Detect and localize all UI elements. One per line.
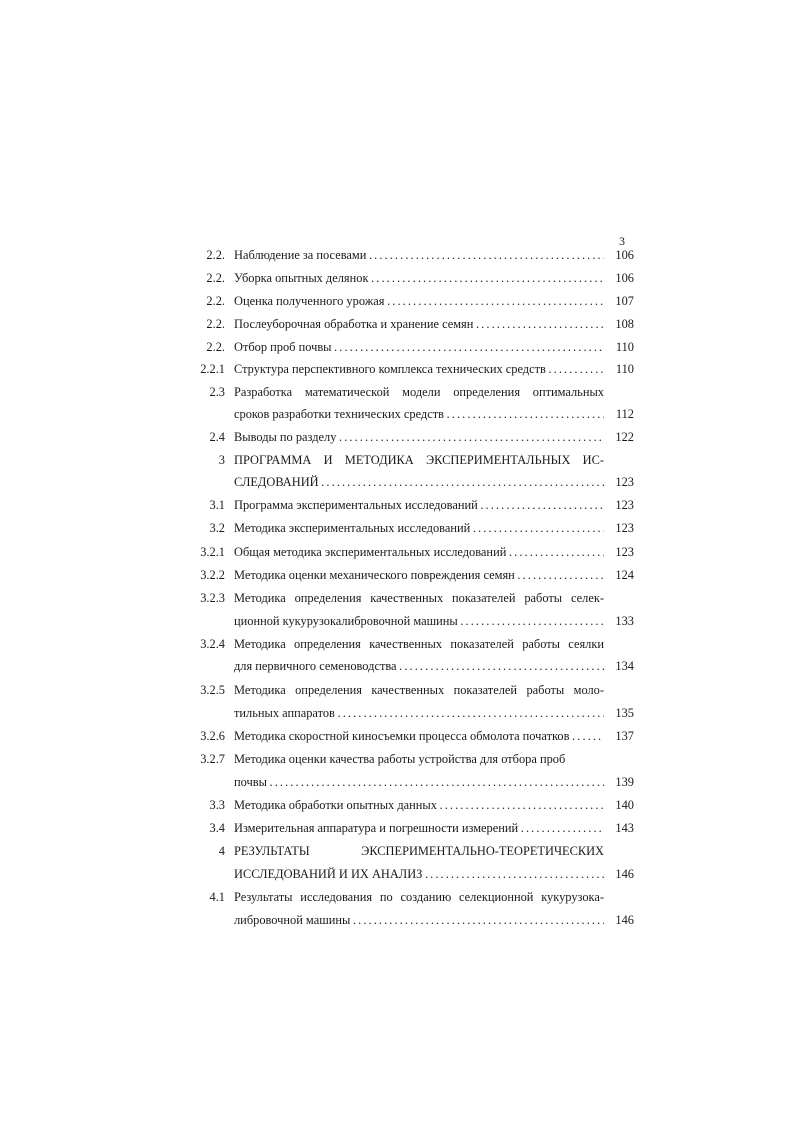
entry-page: 134: [615, 659, 634, 673]
entry-number: 4.1: [209, 890, 225, 904]
toc-entry: [0, 840, 795, 862]
entry-title: Методика скоростной киносъемки процесса обмолота початков . . .: [234, 725, 604, 747]
entry-number: 3.1: [209, 498, 225, 512]
entry-title-line2: ционной кукурузокалибровочной машины . . .: [234, 610, 604, 632]
entry-title: Программа экспериментальных исследований . . .: [234, 494, 604, 516]
toc-entry: [0, 244, 795, 266]
entry-title: Наблюдение за посевами . . .: [234, 244, 604, 266]
entry-page: 123: [615, 521, 634, 535]
entry-title-line1: Методика оценки качества работы устройства для отбора проб: [234, 752, 566, 766]
entry-title-line1: ПРОГРАММА И МЕТОДИКА ЭКСПЕРИМЕНТАЛЬНЫХ ИС-: [234, 453, 604, 467]
entry-page: 122: [615, 430, 634, 444]
entry-page: 106: [615, 271, 634, 285]
entry-title: Методика оценки механического повреждения семян . . .: [234, 564, 604, 586]
toc-entry: [0, 886, 795, 908]
toc-entry-continuation: [0, 909, 795, 931]
entry-page: 123: [615, 498, 634, 512]
entry-number: 3.2.2: [200, 568, 225, 582]
toc-entry: [0, 358, 795, 380]
toc-entry: [0, 381, 795, 403]
entry-page: 146: [615, 867, 634, 881]
entry-title: Методика обработки опытных данных . . .: [234, 794, 604, 816]
toc-entry: [0, 725, 795, 747]
entry-page: 133: [615, 614, 634, 628]
entry-title-line1: РЕЗУЛЬТАТЫ ЭКСПЕРИМЕНТАЛЬНО-ТЕОРЕТИЧЕСКИХ: [234, 844, 604, 858]
entry-title-line2: тильных аппаратов . . .: [234, 702, 604, 724]
entry-title: Структура перспективного комплекса технических средств . . .: [234, 358, 604, 380]
entry-title-line1: Результаты исследования по созданию селекционной кукурузока-: [234, 890, 604, 904]
entry-title-line1: Методика определения качественных показателей работы сеялки: [234, 637, 604, 651]
entry-title-line2: сроков разработки технических средств . . .: [234, 403, 604, 425]
toc-entry: [0, 426, 795, 448]
entry-page: 110: [615, 340, 634, 354]
entry-title: Отбор проб почвы . . .: [234, 336, 604, 358]
entry-number: 2.4: [209, 430, 225, 444]
entry-title-line2: для первичного семеноводства . . .: [234, 655, 604, 677]
entry-title-line1: Методика определения качественных показателей работы моло-: [234, 683, 604, 697]
entry-title: Послеуборочная обработка и хранение семян . . .: [234, 313, 604, 335]
entry-page: 106: [615, 248, 634, 262]
entry-number: 3.3: [209, 798, 225, 812]
entry-title-line1: Методика определения качественных показателей работы селек-: [234, 591, 604, 605]
entry-page: 137: [615, 729, 634, 743]
toc-entry-continuation: [0, 471, 795, 493]
entry-page: 146: [615, 913, 634, 927]
entry-title-line1: Разработка математической модели определения оптимальных: [234, 385, 604, 399]
toc-entry: [0, 817, 795, 839]
toc-entry: [0, 587, 795, 609]
entry-title: Уборка опытных делянок . . .: [234, 267, 604, 289]
toc-entry: [0, 633, 795, 655]
entry-title-line2: ИССЛЕДОВАНИЙ И ИХ АНАЛИЗ . . .: [234, 863, 604, 885]
toc-entry: [0, 336, 795, 358]
entry-number: 2.2.: [206, 317, 225, 331]
entry-number: 4: [218, 844, 225, 858]
toc-entry: [0, 679, 795, 701]
entry-page: 143: [615, 821, 634, 835]
toc-entry-continuation: [0, 403, 795, 425]
toc-entry: [0, 541, 795, 563]
entry-number: 3.2.3: [200, 591, 225, 605]
entry-page: 107: [615, 294, 634, 308]
entry-page: 123: [615, 545, 634, 559]
entry-number: 2.3: [209, 385, 225, 399]
entry-page: 140: [615, 798, 634, 812]
toc-entry: [0, 564, 795, 586]
toc-entry-continuation: [0, 863, 795, 885]
entry-page: 112: [615, 407, 634, 421]
toc-entry-continuation: [0, 655, 795, 677]
entry-number: 2.2.: [206, 294, 225, 308]
entry-number: 2.2.: [206, 248, 225, 262]
entry-number: 3.2.7: [200, 752, 225, 766]
page-number: 3: [619, 234, 625, 248]
toc-entry-continuation: [0, 610, 795, 632]
toc-entry: [0, 313, 795, 335]
toc-entry: [0, 517, 795, 539]
entry-title-line2: либровочной машины . . .: [234, 909, 604, 931]
entry-number: 2.2.: [206, 340, 225, 354]
entry-number: 3: [218, 453, 225, 467]
entry-page: 108: [615, 317, 634, 331]
toc-entry-continuation: [0, 771, 795, 793]
entry-page: 110: [615, 362, 634, 376]
entry-number: 3.2.6: [200, 729, 225, 743]
entry-page: 135: [615, 706, 634, 720]
entry-title: Общая методика экспериментальных исследований . . .: [234, 541, 604, 563]
entry-title: Выводы по разделу . . .: [234, 426, 604, 448]
toc-entry: [0, 267, 795, 289]
entry-number: 2.2.1: [200, 362, 225, 376]
entry-page: 123: [615, 475, 634, 489]
toc-entry: [0, 794, 795, 816]
toc-entry-continuation: [0, 702, 795, 724]
entry-title: Измерительная аппаратура и погрешности измерений . . .: [234, 817, 604, 839]
entry-title-line2: СЛЕДОВАНИЙ . . .: [234, 471, 604, 493]
entry-number: 3.2.1: [200, 545, 225, 559]
toc-entry: [0, 449, 795, 471]
entry-number: 3.2.5: [200, 683, 225, 697]
toc-entry: [0, 748, 795, 770]
entry-number: 3.2.4: [200, 637, 225, 651]
entry-page: 139: [615, 775, 634, 789]
toc-entry: [0, 494, 795, 516]
entry-number: 2.2.: [206, 271, 225, 285]
entry-title: Оценка полученного урожая . . .: [234, 290, 604, 312]
entry-title-line2: почвы . . .: [234, 771, 604, 793]
entry-page: 124: [615, 568, 634, 582]
entry-number: 3.4: [209, 821, 225, 835]
entry-title: Методика экспериментальных исследований . . .: [234, 517, 604, 539]
toc-entry: [0, 290, 795, 312]
entry-number: 3.2: [209, 521, 225, 535]
